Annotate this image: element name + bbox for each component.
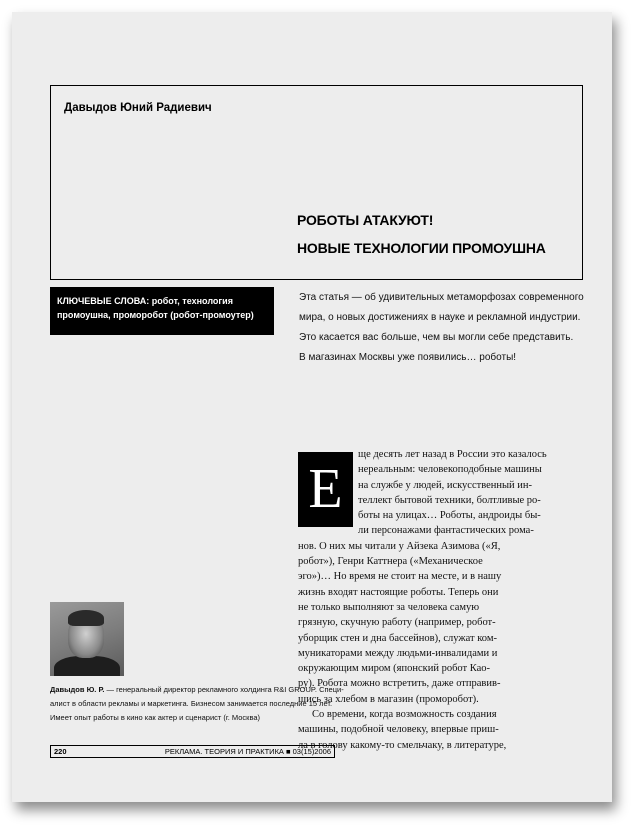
keywords-line-2: промоушна, проморобот (робот-промоутер) bbox=[57, 310, 254, 320]
drop-cap: Е bbox=[298, 452, 353, 527]
article-title bbox=[297, 206, 546, 262]
bio-name: Давыдов Ю. Р. bbox=[50, 685, 105, 694]
title-line-1: РОБОТЫ АТАКУЮТ! bbox=[297, 212, 434, 228]
body-line: ли персонажами фантастических рома- bbox=[358, 525, 534, 537]
lead-line: Эта статья — об удивительных метаморфозах современного bbox=[299, 292, 584, 303]
page-number: 220 bbox=[54, 747, 67, 756]
bio-line: алист в области рекламы и маркетинга. Бизнесом занимается последние 15 лет. bbox=[50, 699, 333, 708]
body-line: муникаторами между людьми-инвалидами и bbox=[298, 647, 498, 659]
page-footer bbox=[50, 745, 335, 758]
keywords-line-1: КЛЮЧЕВЫЕ СЛОВА: робот, технология bbox=[57, 296, 233, 306]
lead-line: мира, о новых достижениях в науке и рекламной индустрии. bbox=[299, 312, 581, 323]
journal-name: РЕКЛАМА. ТЕОРИЯ И ПРАКТИКА ■ 03(15)2006 bbox=[164, 747, 331, 756]
bio-line: Имеет опыт работы в кино как актер и сценарист (г. Москва) bbox=[50, 713, 261, 722]
body-line: на службе у людей, искусственный ин- bbox=[358, 479, 533, 491]
author-photo bbox=[50, 602, 124, 676]
author-name: Давыдов Юний Радиевич bbox=[64, 102, 212, 114]
bio-text: — генеральный директор рекламного холдинга R&I GROUP. Специ- bbox=[104, 685, 344, 694]
body-line: ру). Робота можно встретить, даже отправив- bbox=[298, 678, 501, 690]
body-line: боты на улицах… Роботы, андроиды бы- bbox=[358, 510, 541, 522]
bio-line bbox=[50, 683, 350, 697]
body-line: нереальным: человекоподобные машины bbox=[358, 464, 542, 476]
lead-paragraph bbox=[299, 288, 591, 368]
body-line: окружающим миром (японский робот Као- bbox=[298, 663, 491, 675]
body-line: грязную, скучную работу (например, робот- bbox=[298, 617, 496, 629]
body-line: не только выполняют за человека самую bbox=[298, 601, 480, 613]
photo-shoulders bbox=[54, 656, 120, 676]
header-box bbox=[50, 85, 583, 280]
author-bio bbox=[50, 683, 350, 725]
body-line: уборщик стен и дна бассейнов), служат ком- bbox=[298, 632, 497, 644]
lead-line: Это касается вас больше, чем вы могли себе представить. bbox=[299, 332, 574, 343]
body-line: ще десять лет назад в России это казалось bbox=[358, 449, 547, 460]
body-line: нов. О них мы читали у Айзека Азимова («Я, bbox=[298, 540, 501, 552]
title-line-2: НОВЫЕ ТЕХНОЛОГИИ ПРОМОУШНА bbox=[297, 240, 546, 256]
lead-line: В магазинах Москвы уже появились… роботы! bbox=[299, 352, 517, 363]
body-line: Со времени, когда возможность создания bbox=[312, 709, 497, 721]
body-line: жизнь входят настоящие роботы. Теперь они bbox=[298, 586, 499, 598]
body-line: робот»), Генри Каттнера («Механическое bbox=[298, 556, 483, 568]
body-line: ла в голову какому-то смельчаку, в литературе, bbox=[298, 739, 507, 751]
magazine-page bbox=[12, 12, 612, 802]
body-line: эго»)… Но время не стоит на месте, и в нашу bbox=[298, 571, 502, 583]
body-line: теллект бытовой техники, болтливые ро- bbox=[358, 494, 541, 506]
body-line: шись за хлебом в магазин (проморобот). bbox=[298, 693, 479, 705]
photo-hair bbox=[68, 610, 104, 626]
body-line: машины, подобной человеку, впервые приш- bbox=[298, 724, 499, 736]
keywords-block bbox=[50, 287, 274, 335]
